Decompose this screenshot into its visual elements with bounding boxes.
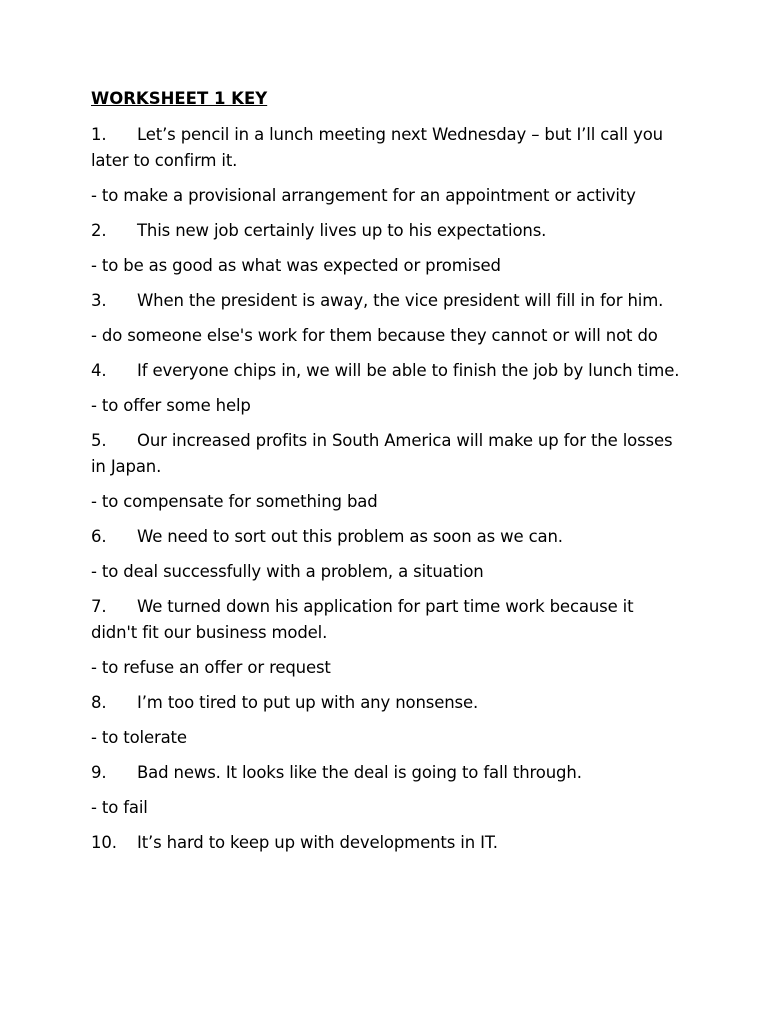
item-sentence: We need to sort out this problem as soon as we can.	[137, 527, 563, 546]
item-sentence: I’m too tired to put up with any nonsense.	[137, 693, 479, 712]
item-6-definition: - to deal successfully with a problem, a situation	[91, 562, 484, 581]
item-sentence: This new job certainly lives up to his expectations.	[137, 221, 547, 240]
item-3-sentence	[91, 288, 683, 314]
item-number: 5.	[91, 431, 107, 450]
item-sentence: Bad news. It looks like the deal is going to fall through.	[137, 763, 582, 782]
item-number: 6.	[91, 527, 107, 546]
item-sentence: Let’s pencil in a lunch meeting next Wednesday – but I’ll call you later to confirm it.	[91, 125, 663, 170]
item-sentence: Our increased profits in South America will make up for the losses in Japan.	[91, 431, 673, 476]
item-4-definition: - to offer some help	[91, 396, 251, 415]
item-number: 3.	[91, 291, 107, 310]
item-7-sentence	[91, 594, 683, 646]
item-10-sentence	[91, 830, 683, 856]
item-number: 2.	[91, 221, 107, 240]
item-5-sentence	[91, 428, 683, 480]
document-page	[91, 87, 683, 865]
item-number: 4.	[91, 361, 107, 380]
item-number: 1.	[91, 125, 107, 144]
item-7-definition: - to refuse an offer or request	[91, 658, 331, 677]
item-sentence: If everyone chips in, we will be able to finish the job by lunch time.	[137, 361, 680, 380]
item-9-definition: - to fail	[91, 798, 148, 817]
item-number: 8.	[91, 693, 107, 712]
item-number: 9.	[91, 763, 107, 782]
item-8-definition: - to tolerate	[91, 728, 187, 747]
item-3-definition: - do someone else's work for them because they cannot or will not do	[91, 326, 658, 345]
item-number: 10.	[91, 833, 117, 852]
item-sentence: When the president is away, the vice president will fill in for him.	[137, 291, 664, 310]
item-2-definition: - to be as good as what was expected or promised	[91, 256, 501, 275]
item-sentence: We turned down his application for part time work because it didn't fit our business model.	[91, 597, 634, 642]
item-1-definition: - to make a provisional arrangement for an appointment or activity	[91, 186, 636, 205]
item-6-sentence	[91, 524, 683, 550]
item-number: 7.	[91, 597, 107, 616]
item-9-sentence	[91, 760, 683, 786]
item-4-sentence	[91, 358, 683, 384]
item-1-sentence	[91, 122, 683, 174]
item-sentence: It’s hard to keep up with developments in IT.	[137, 833, 498, 852]
document-title: WORKSHEET 1 KEY	[91, 89, 268, 108]
item-2-sentence	[91, 218, 683, 244]
item-5-definition: - to compensate for something bad	[91, 492, 378, 511]
item-8-sentence	[91, 690, 683, 716]
